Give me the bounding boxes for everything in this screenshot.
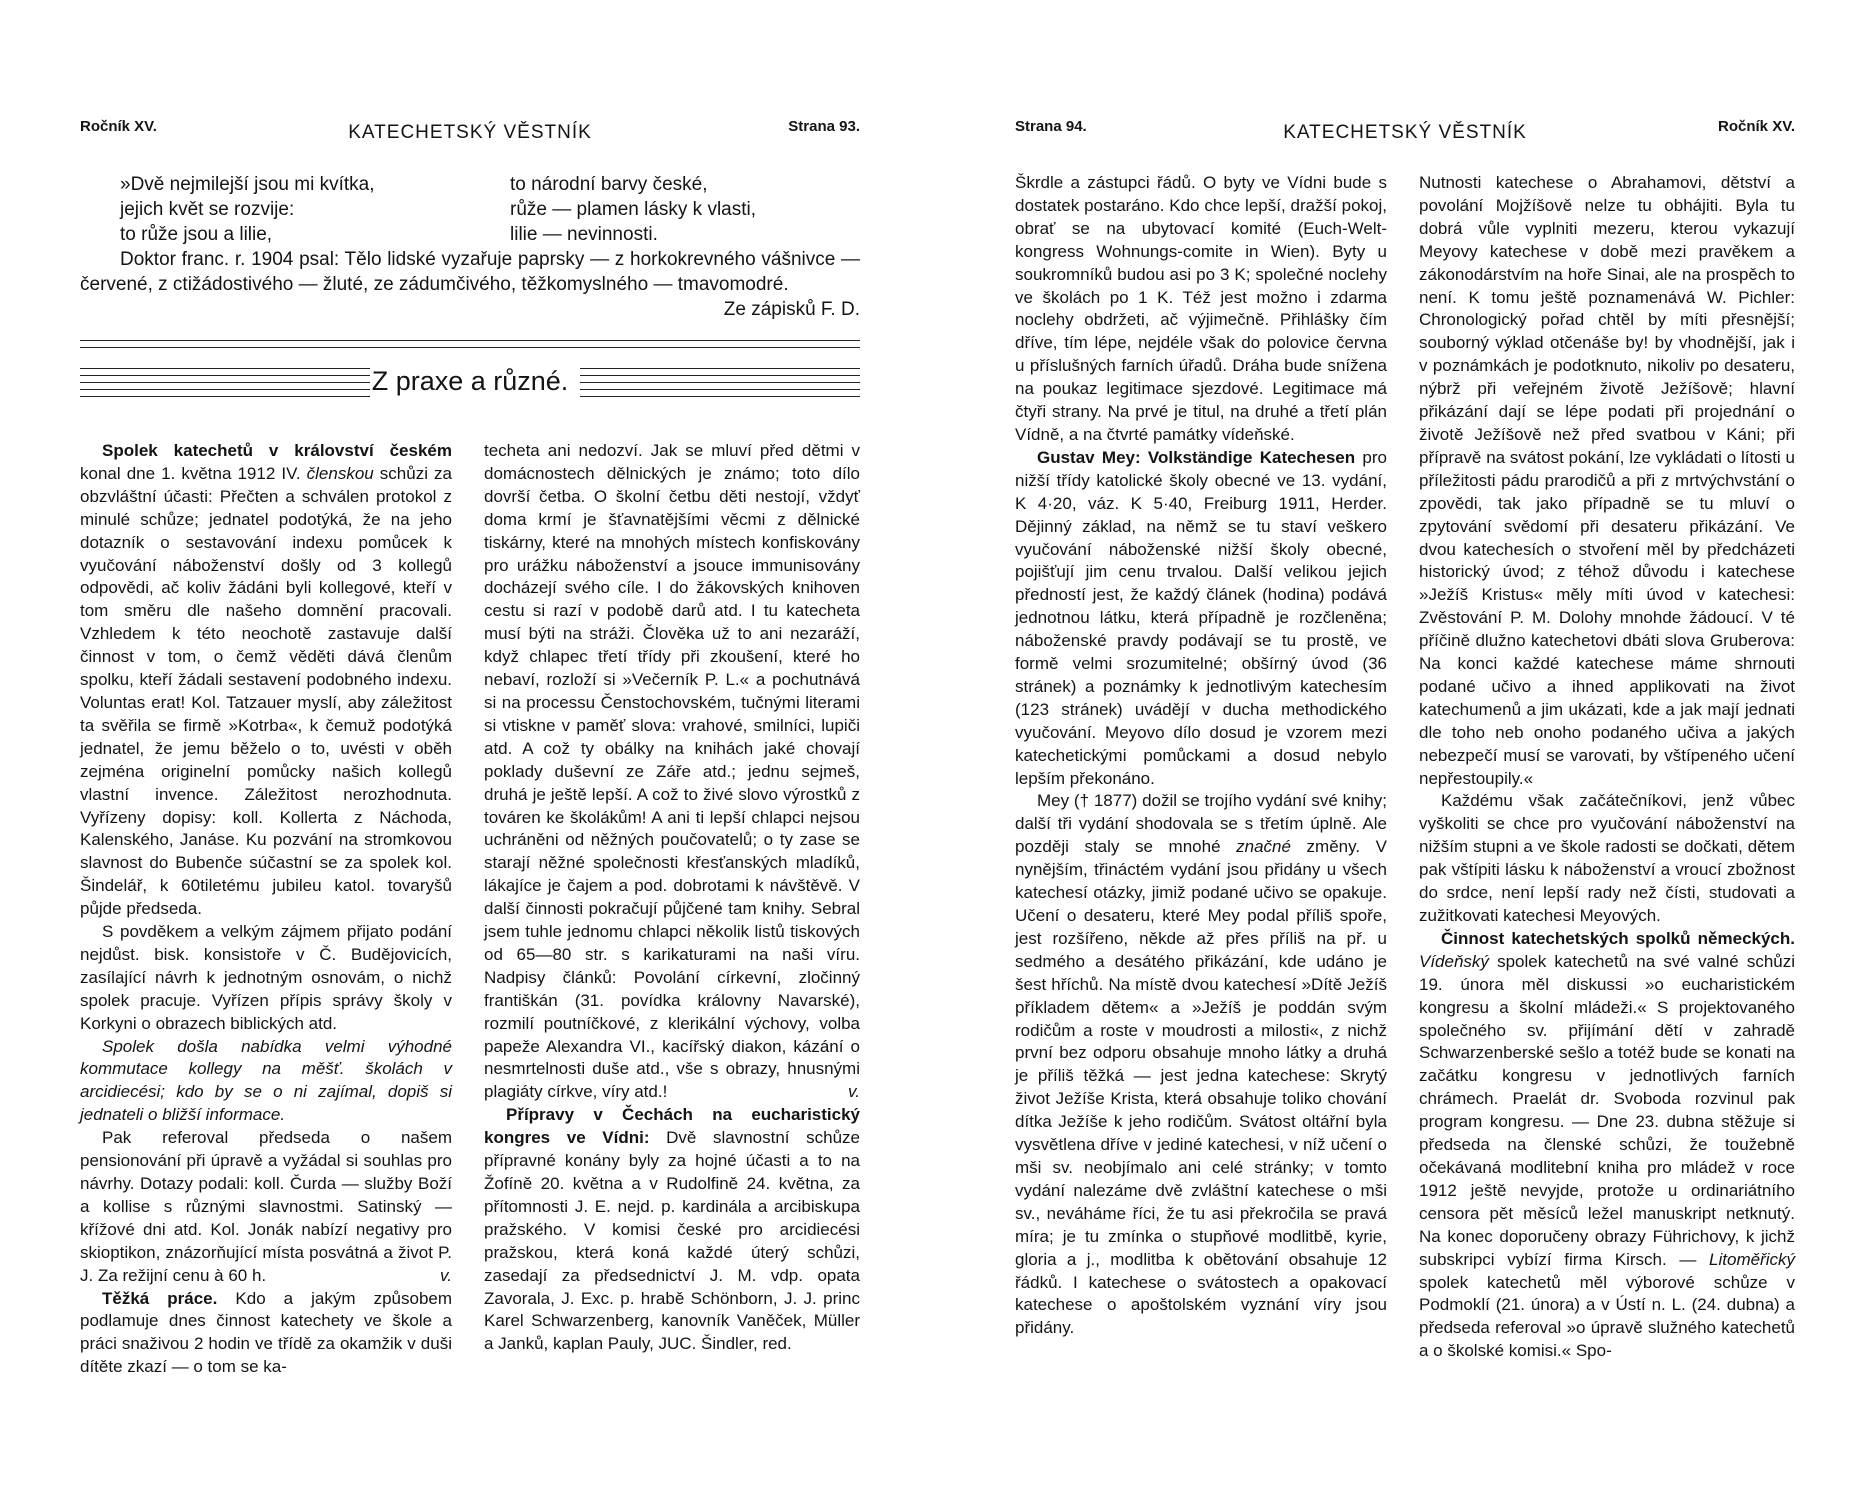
paragraph (1015, 447, 1387, 791)
text: Kdo a jakým způsobem podlamuje dnes činnost katechety ve škole a práci snaživou 2 hodin ve třídě za okamžik v duši dítěte zkazí — o tom se ka- (80, 1288, 453, 1377)
text: pro nižší třídy katolické školy obecné ve 13. vydání, K 4·20, váz. K 5·40, Freiburg 1911, Herder. Dějinný základ, na němž se tu staví veškero vyučování náboženské nižší školy obecné, pojišťují jim cenu trvalou. Další velikou jejich předností jest, že každý článek (hodina) podává jednotnou látku, která případně je rozčleněna; náboženské pravdy podávají se tu prostě, ve formě velmi srozumitelné; obšírný úvod (36 stránek) a poznámky k jednotlivým katechesím (123 stránek) uvádějí v ducha methodického vyučování. Meyovo dílo dosud je vzorem mezi katechetickými pomůckami a dosud nebylo lepším překonáno. (1015, 447, 1387, 788)
running-header (80, 118, 860, 148)
poem-line: to národní barvy české, (510, 174, 708, 195)
quote-text (80, 247, 860, 320)
poem-line: »Dvě nejmilejší jsou mi kvítka, (120, 174, 375, 195)
quote-block (80, 247, 860, 322)
page-number: Strana 94. (1015, 118, 1087, 135)
running-header (1015, 118, 1795, 148)
paragraph: Spolek došla nabídka velmi výhodné kommutace kollegy na měšť. školách v arcidiecési; kdo by se o ni zajímal, dopiš si jednateli o bližší informace. (80, 1036, 452, 1125)
article-heading: Gustav Mey: Volkständige Katechesen (1037, 447, 1356, 467)
paragraph: Škrdle a zástupci řádů. O byty ve Vídni bude s dostatek postaráno. Kdo chce lepší, dražší pokoj, obrať se na ubytovací komité (Euch-Welt-kongress Wohnungs-comite in Wien). Byty u soukromníků budou asi po 3 K; společné noclehy ve školách po 1 K. Též jest možno i zdarma noclehy obdržeti, ač výjimečně. Přihlášky čím dříve, tím lépe, nejdéle však do polovice června u příslušných farních úřadů. Dráha bude snížena na poukaz legitimace sjezdové. Legitimace má čtyři strany. Na prvé je titul, na druhé a třetí plán Vídně, a na čtvrté památky vídeňské. (1015, 173, 1387, 444)
text: schůzi za obzvláštní účasti: Přečten a schválen protokol z minulé schůze; jednatel podotýká, že na jeho dotazník o sestavování indexu pomůcek k vyučování náboženství došly od 3 kollegů odpovědi, ač koliv žádáni byli kollegové, kteří v tom směru dle našeho domnění pracovali. Vzhledem k této neochotě zastavuje další činnost v tom, o čemž věděti dává členům spolku, kteří žádali sestavení podobného indexu. Voluntas erat! Kol. Tatzauer myslí, aby záležitost ta svěřila se firmě »Kotrba«, k čemuž podotýká jednatel, že jemu běželo o to, uvésti v oběh zejména originelní pomůcky našich kollegů vlastní invence. Záležitost nerozhodnuta. Vyřízeny dopisy: koll. Kollerta z Náchoda, Kalenského, Janáse. Ku pozvání na stromkovou slavnost do Bubenče súčastní se za spolek kol. Šindelář, k 60tiletému jubileu katol. tovaryšů půjde předseda. (80, 463, 452, 919)
article-heading: Činnost katechetských spolků německých. (1441, 928, 1795, 948)
journal-title: KATECHETSKÝ VĚSTNÍK (1283, 122, 1527, 143)
text: spolek katechetů na své valné schůzi 19. února měl diskussi »o eucharistickém kongresu a školní mládeži.« S projektovaného společného sv. přijímání dětí v zahradě Schwarzenberské sešlo a totéž bude se konati na začátku kongresu v jednotlivých farních chrámech. Praelát dr. Svoboda rozvinul pak program kongresu. — Dne 23. dubna stěžuje si předseda na členské schůzi, že toužebně očekávaná modlitební kniha pro mládež v roce 1912 ještě nevyjde, protože u ordinariátního censora pět měsíců ležel manuskript netknutý. Na konec doporučeny obrazy Führichovy, k jichž subskripci vybízí firma Kirsch. — (1419, 951, 1795, 1269)
quote-body: Doktor franc. r. 1904 psal: Tělo lidské vyzařuje paprsky — z horkokrevného vášnivce — červené, z ctižádostivého — žluté, ze zádumčivého, těžkomyslného — tmavomodré. (80, 249, 860, 295)
poem-line: to růže jsou a lilie, (120, 224, 273, 245)
text: Vídeňský (1419, 951, 1489, 971)
right-page (1015, 0, 1795, 1501)
text: členskou (306, 463, 374, 483)
text: změny. V nynějším, třináctém vydání jsou přidány u všech katechesí otázky, jimiž podané učivo se opakuje. Učení o desateru, které Mey podal příliš spoře, jest rozšířeno, někde až přes příliš na př. u sedmého a desátého přikázání, kde udáno je šest hříchů. Na místě dvou katechesí »Dítě Ježíš příkladem dětem« a »Ježíš je poddán svým rodičům a roste v moudrosti a milosti«, z nichž první bez odporu obsahuje mnoho látky a druhá je příliš těžká — jest jedna katechese: Skrytý život Ježíše Krista, která obsahuje toliko chování dítka Ježíše k jeho rodičům. Svátost oltářní byla vysvětlena dříve v jediné katechesi, v níž učení o mši sv. neobjímalo ani celé stránky; v tomto vydání nalezáme dvě zvláštní katechese o mši sv., neváháme říci, že tu asi překročila se pravá míra; je tu zmínka o stupňové modlitbě, kyrie, gloria a j., modlitba k obětování obsahuje 12 řádků. I katechese o svátostech a opakovací katechese o apoštolském vyznání víry jsou přidány. (1015, 837, 1387, 1338)
section-banner (80, 362, 860, 402)
paragraph (484, 440, 860, 1104)
article-heading: Přípravy v Čechách na eucharistický kongres ve Vídni: (484, 1105, 860, 1148)
divider (80, 340, 860, 341)
left-column-1 (80, 440, 452, 1379)
paragraph: Každému však začátečníkovi, jenž vůbec vyškoliti se chce pro vyučování náboženství na nižším stupni a ve škole radosti se dočkati, dětem pak vštípiti lásku k náboženství a vroucí zbožnost do srdce, není lepší rady než čísti, studovati a zužitkovati katechesi Meyových. (1419, 791, 1795, 925)
volume-label: Ročník XV. (1718, 118, 1795, 135)
signature: v. (848, 1082, 860, 1102)
signature: v. (440, 1265, 452, 1285)
article-heading: Spolek katechetů v království českém (102, 441, 452, 460)
text: Mey († 1877) dožil se trojího vydání své knihy; další tři vydání shodovala se s třetím úplně. Ale později staly se mnohé (1015, 791, 1387, 857)
text: spolek katechetů měl výborové schůze v Podmoklí (21. února) a v Ústí n. L. (24. dubna) a předseda referoval »o úpravě služného katechetů a o školské komisi.« Spo- (1419, 1272, 1795, 1361)
poem-line: jejich květ se rozvije: (120, 199, 295, 220)
volume-label: Ročník XV. (80, 118, 157, 135)
page-number: Strana 93. (788, 118, 860, 135)
divider (80, 347, 860, 348)
poem-line: růže — plamen lásky k vlasti, (510, 199, 757, 220)
poem-line: lilie — nevinnosti. (510, 224, 658, 245)
text: Litoměřický (1709, 1249, 1795, 1269)
paragraph (80, 1288, 452, 1380)
left-page (80, 0, 860, 1501)
paragraph (80, 1127, 452, 1287)
right-column-1 (1015, 172, 1387, 1340)
paragraph (80, 440, 452, 921)
paragraph (484, 1104, 860, 1356)
journal-title: KATECHETSKÝ VĚSTNÍK (348, 122, 592, 143)
paragraph (1015, 790, 1387, 1340)
text: techeta ani nedozví. Jak se mluví před dětmi v domácnostech dělnických je známo; toto dílo dovrší četba. O školní četbu děti nestojí, vždyť doma krmí je šťavnatějšími věcmi z dělnické tiskárny, které na mnohých místech konfiskovány pro urážku náboženství a jsouce immunisovány docházejí svého cíle. I do žákovských knihoven cestu si razí v podobě darů atd. I tu katecheta musí býti na stráži. Člověka už to ani nezaráží, když chlapec třetí třídy při zkoušení, které ho nebaví, rozloží si »Večerník P. L.« a pochutnává si na processu Čenstochovském, tučnými literami si vtiskne v paměť slova: vrahové, smilníci, lupiči atd. A což ty obálky na knihách jaké chovají poklady duševní ze Záře atd.; jednu sejmeš, druhá je ještě lepší. A což to živé slovo výrostků z továren ke školákům! A ani ti lepší chlapci nejsou uchráněni od něžných poučovatelů; o ty zase se starají něžné společnosti křesťanských mladíků, lákajíce je čajem a pod. dobrotami k návštěvě. V další činnosti pokračují půjčené tam knihy. Sebral jsem tuhle jednomu chlapci několik listů tiskových od 65—80 str. s karikaturami na naši víru. Nadpisy článků: Povolání církevní, zločinný františkán (31. povídka královny Navarské), rozmilí poutníčkové, z klerikální výchovy, volba papeže Alexandra VI., kacířský diakon, kázání o nesmrtelnosti duše atd., vše s obrazy, hnusnými plagiáty církve, víry atd.! (484, 441, 860, 1102)
text: Pak referoval předseda o našem pensionování při úpravě a vyžádal si souhlas pro návrhy. Dotazy podali: koll. Čurda — služby Boží a kollise s různými slavnostmi. Satinský — křížové dni atd. Kol. Jonák nabízí negativy pro skioptikon, znázorňující místa posvátná a život P. J. Za režijní cenu à 60 h. (80, 1128, 452, 1285)
paragraph: S povděkem a velkým zájmem přijato podání nejdůst. bisk. konsistoře v Č. Budějovicích, zasílající návrh k jednotným osnovám, o nichž spolek pracuje. Vyřízen přípis správy školy v Korkyni o obrazech biblických atd. (80, 922, 452, 1033)
poem-column-1 (120, 172, 374, 247)
paragraph (1419, 928, 1795, 1363)
text: značné (1236, 837, 1291, 857)
left-column-2 (484, 440, 860, 1356)
section-title: Z praxe a různé. (371, 366, 569, 396)
text: Dvě slavnostní schůze přípravné konány byly za hojné účasti a to na Žofíně 20. května a v Rudolfině 24. května, za přítomnosti J. E. nejd. p. kardinála a arcibiskupa pražského. V komisi české pro arcidiecési pražskou, která koná každé úterý schůzi, zasedají za předsednictví J. M. vdp. opata Zavorala, J. Exc. p. hrabě Schönborn, J. J. princ Karel Schwarzenberg, kanovník Vaněček, Müller a Janků, kaplan Pauly, JUC. Šindler, red. (484, 1128, 860, 1354)
text: konal dne 1. května 1912 IV. (80, 463, 307, 483)
poem-column-2 (510, 172, 756, 247)
quote-signature: Ze zápisků F. D. (723, 299, 860, 320)
right-column-2 (1419, 172, 1795, 1363)
paragraph: Nutnosti katechese o Abrahamovi, dětství a povolání Mojžíšově nelze tu obhájiti. Byla tu dobrá vůle vyplniti mezeru, kterou vykazují Meyovy katechese v době mezi pravěkem a zákonodárstvím na hoře Sinai, ale na prospěch to není. K tomu ještě poznamenává W. Pichler: Chronologický pořad chtěl by míti přesnější; souborný výklad otčenáše by! by vhodnější, jak i v poznámkách je podotknuto, nikoliv po desateru, nýbrž při veřejném životě Ježíšově; hlavní přikázání dají se lépe podati při projednání o životě Ježíšově než před svatbou v Káni; při přípravě na svátost pokání, lze vykládati o lítosti u příležitosti pádu prarodičů a při z mrtvýchvstání o zpovědi, tak jako případně se tu mluví o zpytování svědomí při desateru přikázání. Ve dvou katechesích o stvoření měl by předcházeti historický úvod; z téhož důvodu i katechese »Ježíš Kristus« měly míti úvod v katechesi: Zvěstování P. M. Dolohy mnohde žádoucí. V té příčině dlužno katechetovi dbáti slova Gruberova: Na konci každé katechese máme shrnouti podané učivo a ihned applikovati na život katechumenů a jim ukázati, kde a jak mají jednati dle toho neb onoho podaného učiva a jakých nebezpečí musí se varovati, by vštípeného učení nepřestoupily.« (1419, 173, 1795, 788)
article-heading: Těžká práce. (102, 1288, 218, 1308)
